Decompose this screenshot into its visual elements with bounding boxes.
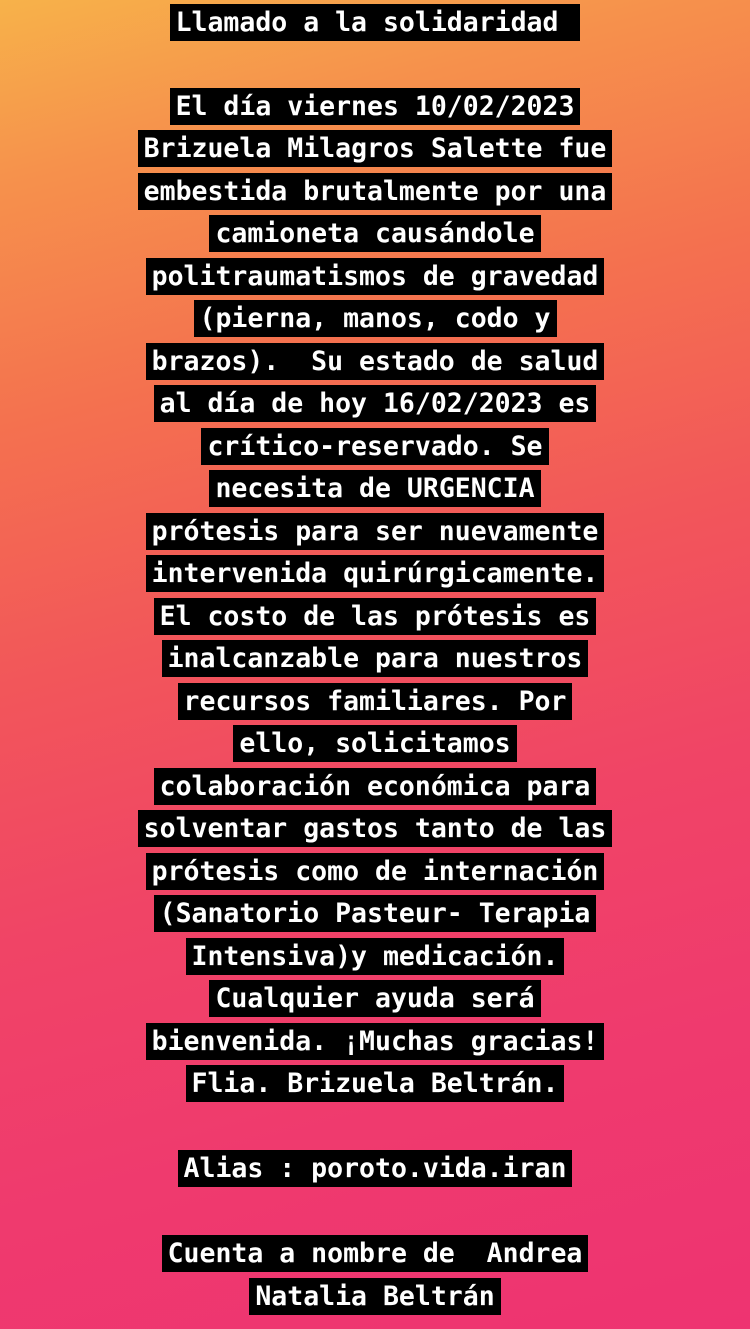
alias-line (0, 1148, 750, 1191)
text-line-highlight: Flia. Brizuela Beltrán. (186, 1065, 565, 1102)
text-line-highlight: brazos). Su estado de salud (146, 343, 605, 380)
text-line-highlight: crítico-reservado. Se (201, 428, 548, 465)
text-line-highlight: embestida brutalmente por una (138, 173, 613, 210)
alias-highlight: Alias : poroto.vida.iran (178, 1150, 573, 1187)
text-line-highlight: (Sanatorio Pasteur- Terapia (154, 895, 597, 932)
account-line (0, 1233, 750, 1276)
text-line-highlight: colaboración económica para (154, 768, 597, 805)
text-line (0, 851, 750, 894)
text-line (0, 341, 750, 384)
text-line-highlight: politraumatismos de gravedad (146, 258, 605, 295)
text-line (0, 426, 750, 469)
text-line (0, 213, 750, 256)
text-line-highlight: ello, solicitamos (233, 725, 516, 762)
text-line (0, 766, 750, 809)
text-line (0, 553, 750, 596)
text-line-highlight: El costo de las prótesis es (154, 598, 597, 635)
account-highlight: Natalia Beltrán (249, 1278, 500, 1315)
account-highlight: Cuenta a nombre de Andrea (162, 1235, 589, 1272)
text-line (0, 638, 750, 681)
text-line (0, 2, 750, 45)
text-line (0, 383, 750, 426)
text-line (0, 723, 750, 766)
text-line-highlight: necesita de URGENCIA (209, 470, 540, 507)
account-line (0, 1276, 750, 1319)
text-line-highlight: prótesis como de internación (146, 853, 605, 890)
text-line (0, 808, 750, 851)
text-line-highlight: recursos familiares. Por (178, 683, 573, 720)
text-line-highlight: prótesis para ser nuevamente (146, 513, 605, 550)
text-line-highlight: inalcanzable para nuestros (162, 640, 589, 677)
text-line (0, 468, 750, 511)
text-line (0, 893, 750, 936)
text-line (0, 1063, 750, 1106)
text-line (0, 171, 750, 214)
text-line-highlight: al día de hoy 16/02/2023 es (154, 385, 597, 422)
text-line (0, 511, 750, 554)
text-line (0, 1021, 750, 1064)
text-line-highlight: solventar gastos tanto de las (138, 810, 613, 847)
text-line (0, 596, 750, 639)
text-line-highlight: Llamado a la solidaridad (170, 4, 581, 41)
text-line (0, 936, 750, 979)
text-line (0, 128, 750, 171)
text-line (0, 256, 750, 299)
text-line-highlight: camioneta causándole (209, 215, 540, 252)
text-line (0, 298, 750, 341)
text-line-highlight: El día viernes 10/02/2023 (170, 88, 581, 125)
text-line-highlight: Intensiva)y medicación. (186, 938, 565, 975)
text-line (0, 978, 750, 1021)
text-line (0, 681, 750, 724)
text-line-highlight: Brizuela Milagros Salette fue (138, 130, 613, 167)
text-line (0, 86, 750, 129)
text-line-highlight: bienvenida. ¡Muchas gracias! (146, 1023, 605, 1060)
text-line-highlight: (pierna, manos, codo y (194, 300, 557, 337)
text-line-highlight: intervenida quirúrgicamente. (146, 555, 605, 592)
text-line-highlight: Cualquier ayuda será (209, 980, 540, 1017)
